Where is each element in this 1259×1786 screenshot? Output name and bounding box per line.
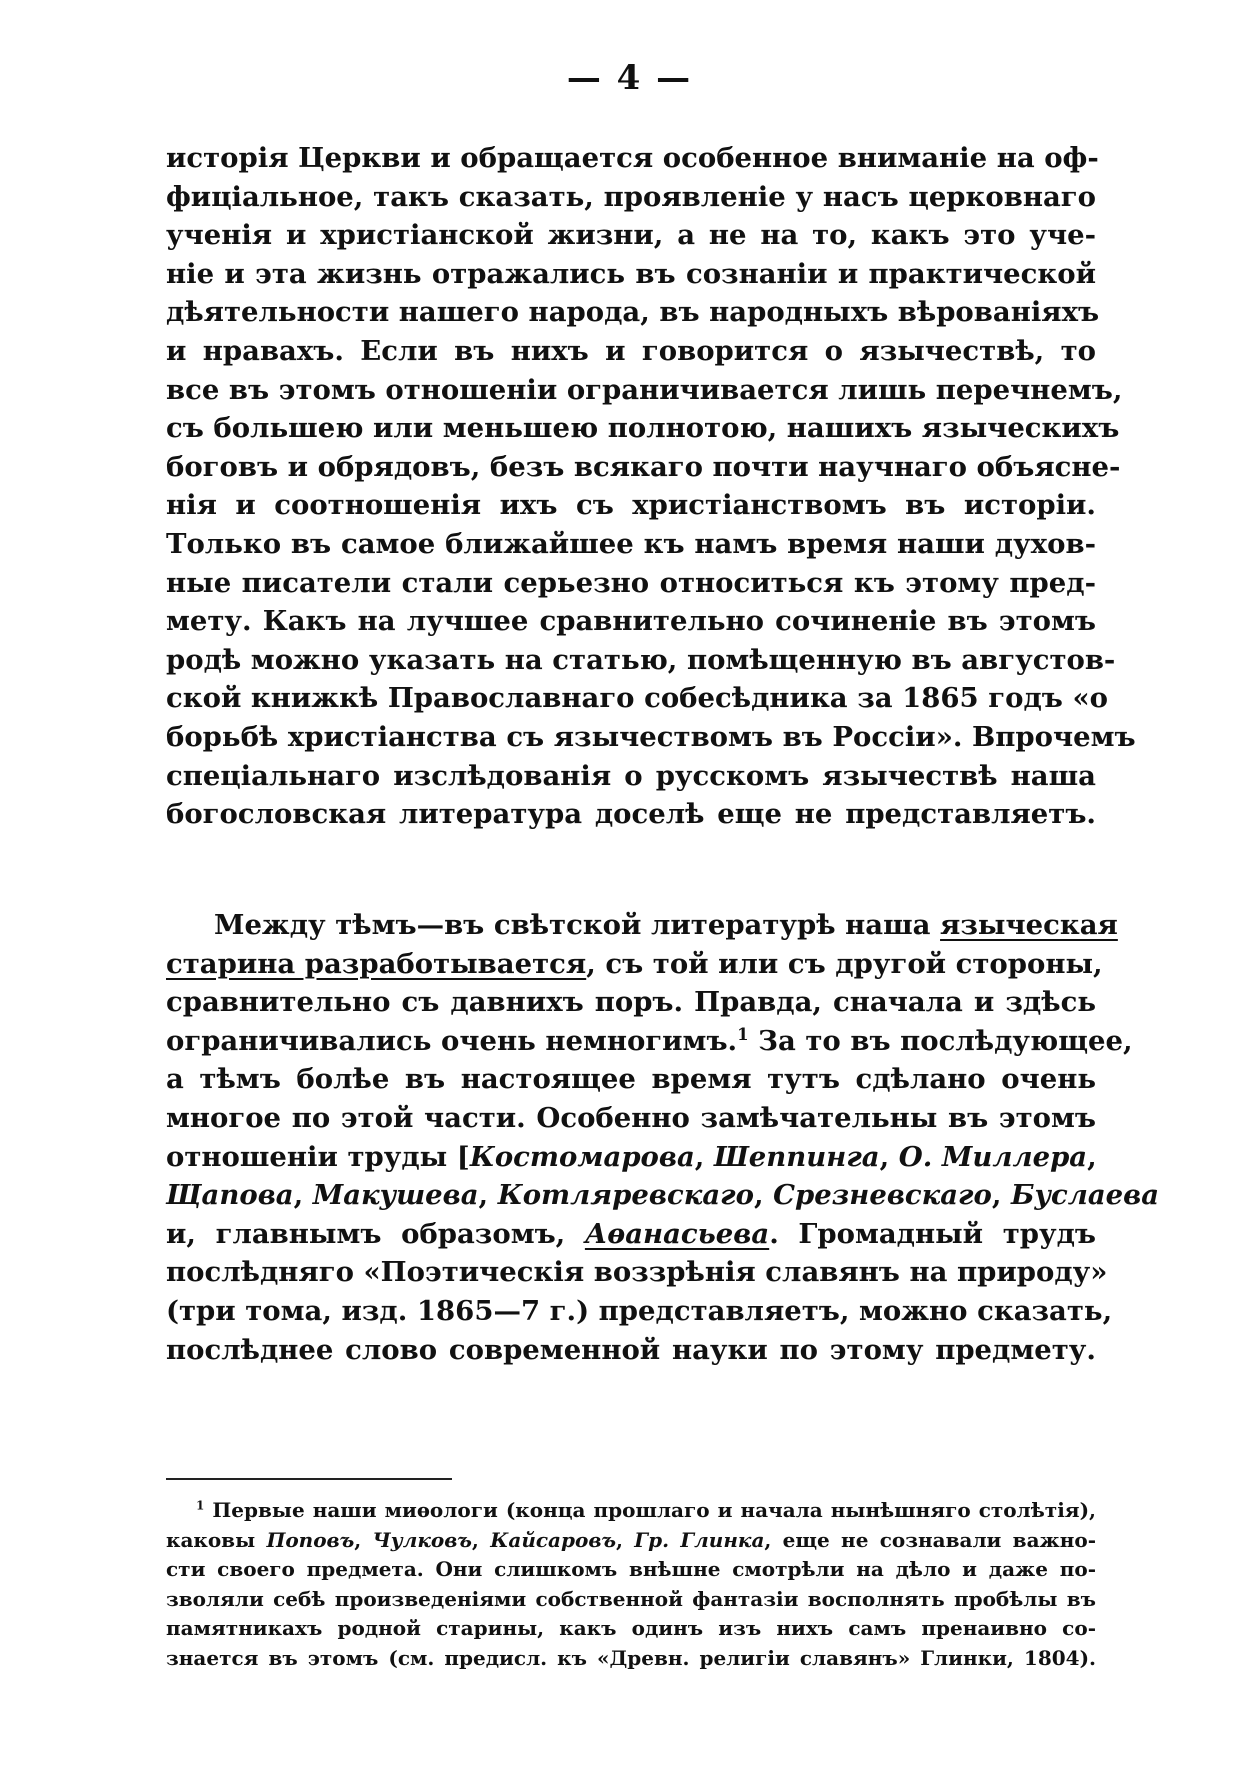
paragraph-2	[166, 906, 1160, 1369]
text-line: отношеніи труды [Костомарова, Шеппинга, О. Миллера,	[166, 1140, 1097, 1173]
text-line: все въ этомъ отношеніи ограничивается лишь перечнемъ,	[166, 373, 1123, 406]
text-line: сравнительно съ давнихъ поръ. Правда, сначала и здѣсь	[166, 986, 1096, 1019]
footnote-reference: 1	[737, 1024, 749, 1044]
person-name: Чулковъ	[372, 1527, 472, 1552]
text-line: дѣятельности нашего народа, въ народныхъ вѣрованіяхъ	[166, 296, 1100, 329]
text-line: ученія и христіанской жизни, а не на то, какъ это уче-	[166, 219, 1096, 252]
text-line: послѣднее слово современной науки по этому предмету.	[166, 1333, 1096, 1366]
text-line: мету. Какъ на лучшее сравнительно сочиненіе въ этомъ	[166, 605, 1096, 638]
text-line: а тѣмъ болѣе въ настоящее время тутъ сдѣлано очень	[166, 1063, 1096, 1096]
text-line: фиціальное, такъ сказать, проявленіе у насъ церковнаго	[166, 180, 1096, 213]
text-fragment: . Громадный трудъ	[769, 1217, 1096, 1250]
footnote-mark: 1	[196, 1498, 205, 1513]
author-name: Срезневскаго	[773, 1179, 992, 1212]
paragraph-1	[166, 139, 1136, 834]
footnote-divider	[166, 1478, 452, 1480]
author-name: Шеппинга	[713, 1140, 880, 1173]
person-name: Кайсаровъ	[490, 1527, 617, 1552]
text-line: многое по этой части. Особенно замѣчательны въ этомъ	[166, 1101, 1096, 1134]
text-fragment: Между тѣмъ—въ свѣтской литературѣ наша	[214, 909, 941, 941]
text-line: Щапова, Макушева, Котляревскаго, Срезневскаго, Буслаева	[166, 1179, 1160, 1212]
person-name: Гр. Глинка	[634, 1527, 765, 1552]
text-fragment: каковы	[166, 1527, 267, 1552]
author-name: Аѳанасьева	[584, 1217, 770, 1250]
text-line: (три тома, изд. 1865—7 г.) представляетъ, можно сказать,	[166, 1294, 1113, 1327]
page-number: — 4 —	[566, 58, 693, 98]
text-line: богословская литература доселѣ еще не представляетъ.	[166, 798, 1096, 831]
author-name: Котляревскаго	[497, 1179, 754, 1212]
text-fragment: Первые наши миѳологи (конца прошлаго и начала нынѣшняго столѣтія),	[204, 1498, 1096, 1522]
text-line	[166, 945, 1103, 984]
underlined-text: языческая	[940, 909, 1118, 941]
text-fragment: За то въ послѣдующее,	[748, 1024, 1133, 1057]
text-line: съ большею или меньшею полнотою, нашихъ языческихъ	[166, 412, 1120, 445]
text-line	[166, 1022, 1133, 1061]
author-name: Буслаева	[1011, 1179, 1160, 1212]
author-name: Щапова	[166, 1179, 294, 1212]
text-line: и нравахъ. Если въ нихъ и говорится о язычествѣ, то	[166, 334, 1096, 367]
text-line: Только въ самое ближайшее къ намъ время наши духов-	[166, 527, 1096, 560]
text-line: борьбѣ христіанства съ язычествомъ въ Россіи». Впрочемъ	[166, 720, 1136, 753]
underlined-text: старина разработывается	[166, 947, 587, 980]
text-line: ской книжкѣ Православнаго собесѣдника за 1865 годъ «о	[166, 682, 1108, 715]
author-name: Макушева	[312, 1179, 479, 1212]
text-fragment: отношеніи труды [	[166, 1140, 470, 1173]
footnote-line: каковы Поповъ, Чулковъ, Кайсаровъ, Гр. Глинка, еще не сознавали важно-	[166, 1527, 1097, 1552]
text-line	[166, 1215, 1096, 1254]
footnote-line	[166, 1496, 1096, 1526]
footnote-line: памятникахъ родной старины, какъ одинъ изъ нихъ самъ пренаивно со-	[166, 1616, 1096, 1641]
text-line: боговъ и обрядовъ, безъ всякаго почти научнаго объясне-	[166, 450, 1121, 483]
author-name: Костомарова	[469, 1140, 695, 1173]
text-line: ные писатели стали серьезно относиться къ этому пред-	[166, 566, 1096, 599]
text-line	[166, 906, 1118, 945]
footnote-line: зволяли себѣ произведеніями собственной фантазіи восполнять пробѣлы въ	[166, 1586, 1096, 1611]
text-fragment: и, главнымъ образомъ,	[166, 1217, 585, 1250]
footnote	[166, 1496, 1096, 1674]
text-fragment: , съ той или съ другой стороны,	[586, 947, 1103, 980]
person-name: Поповъ	[266, 1527, 355, 1552]
text-line: родѣ можно указать на статью, помѣщенную въ августов-	[166, 643, 1116, 676]
text-line: спеціальнаго изслѣдованія о русскомъ язычествѣ наша	[166, 759, 1096, 792]
text-line: нія и соотношенія ихъ съ христіанствомъ въ исторіи.	[166, 489, 1096, 522]
footnote-line: знается въ этомъ (см. предисл. къ «Древн. религіи славянъ» Глинки, 1804).	[166, 1645, 1096, 1670]
footnote-line: сти своего предмета. Они слишкомъ внѣшне смотрѣли на дѣло и даже по-	[166, 1557, 1096, 1582]
text-line: ніе и эта жизнь отражались въ сознаніи и практической	[166, 257, 1096, 290]
text-fragment: ограничивались очень немногимъ.	[166, 1024, 738, 1057]
text-fragment: , еще не сознавали важно-	[764, 1527, 1097, 1552]
text-line: исторія Церкви и обращается особенное вниманіе на оф-	[166, 142, 1099, 174]
author-name: О. Миллера	[898, 1140, 1088, 1173]
text-line: послѣдняго «Поэтическія воззрѣнія славянъ на природу»	[166, 1256, 1108, 1289]
